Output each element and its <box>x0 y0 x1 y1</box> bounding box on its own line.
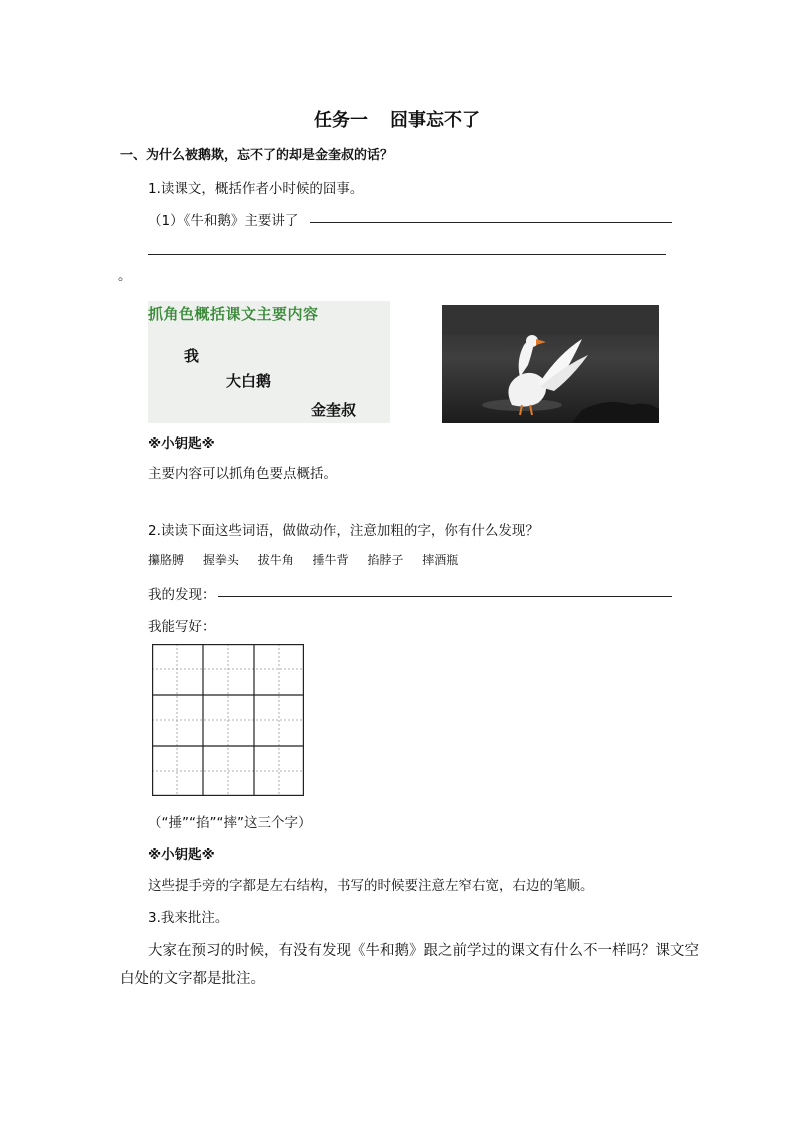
role-goose: 大白鹅 <box>226 372 272 390</box>
goose-photo-illustration <box>442 305 659 423</box>
tip-1-label: ※小钥匙※ <box>148 436 215 452</box>
word-item: 拔牛角 <box>257 553 294 567</box>
answer-line-1[interactable] <box>310 222 672 223</box>
discovery-answer-line[interactable] <box>218 596 672 597</box>
word-list <box>148 551 473 568</box>
discovery-label: 我的发现： <box>148 587 216 603</box>
tip-2-label: ※小钥匙※ <box>148 847 215 863</box>
question-1: 1.读课文，概括作者小时候的囧事。 <box>148 181 364 197</box>
word-item: 摔酒瓶 <box>422 553 459 567</box>
writing-grid[interactable] <box>152 644 306 804</box>
tip-2-text: 这些提手旁的字都是左右结构，书写的时候要注意左窄右宽，右边的笔顺。 <box>148 878 594 894</box>
goose-photo <box>442 305 659 423</box>
paragraph-line-1: 大家在预习的时候，有没有发现《牛和鹅》跟之前学过的课文有什么不一样吗？课文空 <box>148 943 699 959</box>
section-heading: 一、为什么被鹅欺，忘不了的却是金奎叔的话？ <box>120 148 394 163</box>
banner-title: 抓角色概括课文主要内容 <box>148 305 319 323</box>
role-banner <box>148 301 390 423</box>
question-2: 2.读读下面这些词语，做做动作，注意加粗的字，你有什么发现？ <box>148 523 539 539</box>
word-item: 捶牛背 <box>312 553 349 567</box>
answer-line-2[interactable] <box>148 254 666 255</box>
role-me: 我 <box>184 347 200 365</box>
grid-caption: （“捶”“掐”“摔”这三个字） <box>148 815 312 831</box>
role-uncle: 金奎叔 <box>311 401 357 419</box>
word-item: 握拳头 <box>202 553 239 567</box>
paragraph-line-2: 白处的文字都是批注。 <box>120 971 265 987</box>
write-label: 我能写好： <box>148 619 216 635</box>
word-item: 攥胳膊 <box>148 553 185 567</box>
tip-1-text: 主要内容可以抓角色要点概括。 <box>148 466 337 482</box>
question-3: 3.我来批注。 <box>148 910 229 926</box>
period-mark: 。 <box>118 268 132 284</box>
question-1-sub: （1）《牛和鹅》主要讲了 <box>148 213 299 229</box>
word-item: 掐脖子 <box>367 553 404 567</box>
page-title: 任务一 囧事忘不了 <box>314 110 480 131</box>
